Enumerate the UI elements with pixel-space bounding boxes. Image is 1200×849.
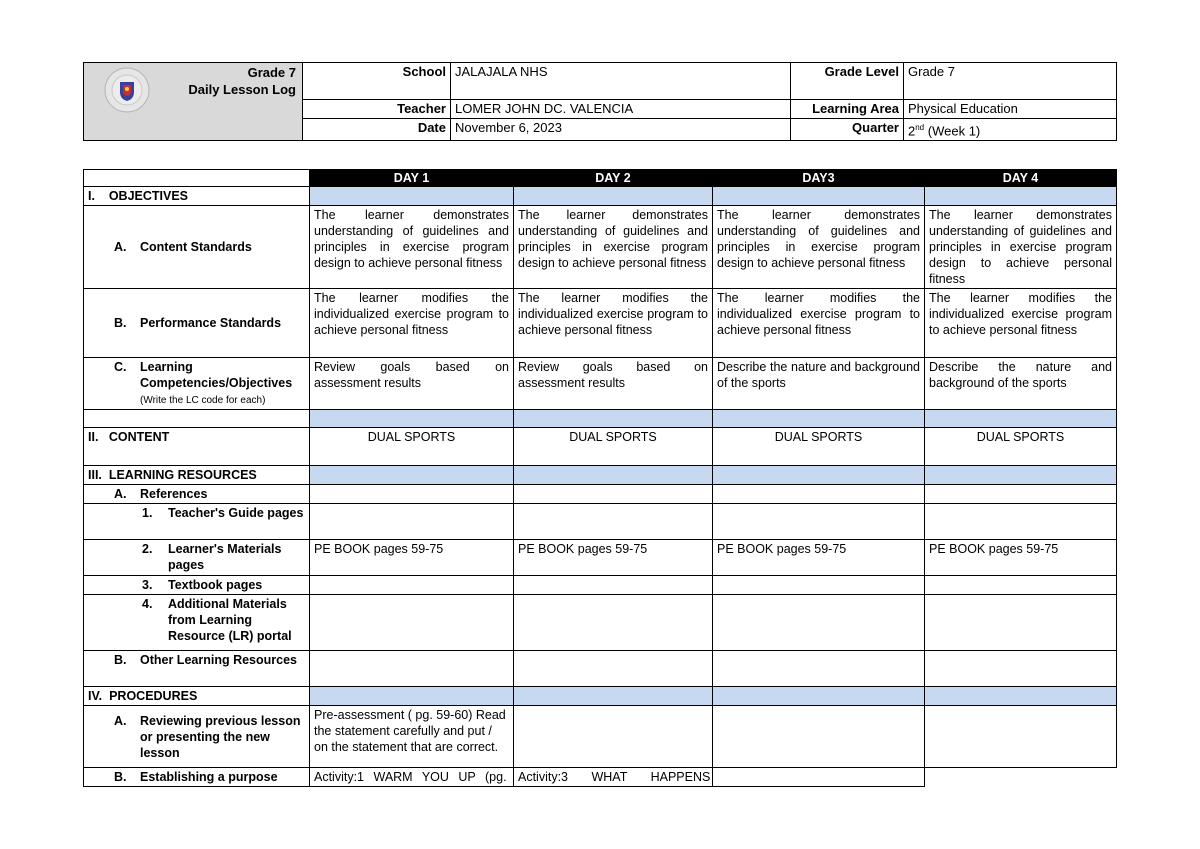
other-resources-day2 — [514, 651, 713, 687]
other-resources-day3 — [713, 651, 925, 687]
procedures-blue-3 — [713, 687, 925, 706]
other-resources-day4 — [925, 651, 1117, 687]
performance-standards-day4: The learner modifies the individualized exercise program to achieve personal fitness — [925, 289, 1117, 358]
content-day2: DUAL SPORTS — [514, 428, 713, 466]
learning-area-value: Physical Education — [904, 100, 1117, 119]
quarter-label: Quarter — [791, 119, 904, 141]
textbook-day1 — [310, 576, 514, 595]
additional-materials-text: Additional Materials from Learning Resource (LR) portal — [168, 597, 292, 643]
learners-materials-num: 2. — [142, 542, 153, 556]
additional-materials-day1 — [310, 595, 514, 651]
teachers-guide-label — [84, 504, 310, 540]
competencies-note: (Write the LC code for each) — [140, 395, 266, 406]
content-standards-day2: The learner demonstrates understanding of guidelines and principles in exercise program design to achieve personal fitness — [514, 206, 713, 289]
learning-area-label: Learning Area — [791, 100, 904, 119]
purpose-day2: Activity:3 WHAT HAPPENS — [514, 768, 713, 787]
content-blue-3 — [713, 410, 925, 428]
references-day4 — [925, 485, 1117, 504]
purpose-text: Establishing a purpose — [140, 770, 278, 784]
date-value: November 6, 2023 — [451, 119, 791, 141]
day-header-blank — [84, 170, 310, 187]
teachers-guide-day1 — [310, 504, 514, 540]
learners-materials-day4: PE BOOK pages 59-75 — [925, 540, 1117, 576]
additional-materials-day4 — [925, 595, 1117, 651]
reviewing-day3 — [713, 706, 925, 768]
content-day4: DUAL SPORTS — [925, 428, 1117, 466]
teacher-label: Teacher — [303, 100, 451, 119]
content-standards-label — [84, 206, 310, 289]
content-blue-2 — [514, 410, 713, 428]
header-title-cell — [84, 63, 303, 141]
header-table — [83, 62, 1117, 141]
reviewing-day2 — [514, 706, 713, 768]
quarter-number: 2 — [908, 123, 916, 139]
performance-standards-label — [84, 289, 310, 358]
content-blue-4 — [925, 410, 1117, 428]
additional-materials-num: 4. — [142, 597, 153, 611]
reviewing-day4 — [925, 706, 1117, 768]
teachers-guide-day3 — [713, 504, 925, 540]
day-1-header: DAY 1 — [310, 170, 514, 187]
teachers-guide-text: Teacher's Guide pages — [168, 506, 304, 520]
references-letter: A. — [114, 487, 127, 501]
day-2-header: DAY 2 — [514, 170, 713, 187]
quarter-suffix: nd — [915, 123, 925, 132]
lr-blue-1 — [310, 466, 514, 485]
content-standards-day4: The learner demonstrates understanding of guidelines and principles in exercise program design to achieve personal fitness — [925, 206, 1117, 289]
purpose-day4 — [925, 768, 1117, 787]
learners-materials-day2: PE BOOK pages 59-75 — [514, 540, 713, 576]
procedures-blue-2 — [514, 687, 713, 706]
textbook-day4 — [925, 576, 1117, 595]
objectives-blank-2 — [514, 187, 713, 206]
learners-materials-label — [84, 540, 310, 576]
deped-seal-icon — [104, 67, 150, 113]
references-label — [84, 485, 310, 504]
reviewing-letter: A. — [114, 713, 127, 728]
teacher-value: LOMER JOHN DC. VALENCIA — [451, 100, 791, 119]
performance-standards-letter: B. — [114, 316, 127, 330]
day-3-header: DAY3 — [713, 170, 925, 187]
teachers-guide-day2 — [514, 504, 713, 540]
header-title-dll: Daily Lesson Log — [188, 82, 296, 97]
reviewing-day1: Pre-assessment ( pg. 59-60) Read the statement carefully and put / on the statement that are correct. — [310, 706, 514, 768]
reviewing-text: Reviewing previous lesson or presenting the new lesson — [140, 713, 301, 760]
teachers-guide-num: 1. — [142, 506, 153, 520]
references-text: References — [140, 487, 208, 501]
reviewing-label — [84, 706, 310, 768]
competencies-day2: Review goals based on assessment results — [514, 358, 713, 410]
competencies-letter: C. — [114, 360, 127, 374]
quarter-week: (Week 1) — [924, 123, 981, 139]
content-standards-letter: A. — [114, 240, 127, 254]
day-4-header: DAY 4 — [925, 170, 1117, 187]
objectives-heading: I. OBJECTIVES — [84, 187, 310, 206]
textbook-text: Textbook pages — [168, 578, 263, 592]
procedures-blue-4 — [925, 687, 1117, 706]
other-resources-text: Other Learning Resources — [140, 653, 297, 667]
content-day3: DUAL SPORTS — [713, 428, 925, 466]
learning-resources-heading: III. LEARNING RESOURCES — [84, 466, 310, 485]
content-day1: DUAL SPORTS — [310, 428, 514, 466]
content-blue-1 — [310, 410, 514, 428]
additional-materials-label — [84, 595, 310, 651]
references-day1 — [310, 485, 514, 504]
competencies-label — [84, 358, 310, 410]
references-day3 — [713, 485, 925, 504]
grade-level-value: Grade 7 — [904, 63, 1117, 100]
content-spacer — [84, 410, 310, 428]
objectives-blank-4 — [925, 187, 1117, 206]
other-resources-label — [84, 651, 310, 687]
grade-level-label: Grade Level — [791, 63, 904, 100]
purpose-label — [84, 768, 310, 787]
objectives-blank-3 — [713, 187, 925, 206]
lr-blue-2 — [514, 466, 713, 485]
textbook-day3 — [713, 576, 925, 595]
competencies-text: Learning Competencies/Objectives — [140, 360, 293, 390]
learners-materials-text: Learner's Materials pages — [168, 542, 282, 572]
purpose-day3 — [713, 768, 925, 787]
objectives-blank-1 — [310, 187, 514, 206]
content-standards-text: Content Standards — [140, 240, 252, 254]
references-day2 — [514, 485, 713, 504]
procedures-heading: IV. PROCEDURES — [84, 687, 310, 706]
quarter-value — [904, 119, 1117, 141]
additional-materials-day2 — [514, 595, 713, 651]
teachers-guide-day4 — [925, 504, 1117, 540]
competencies-day1: Review goals based on assessment results — [310, 358, 514, 410]
lr-blue-3 — [713, 466, 925, 485]
learners-materials-day1: PE BOOK pages 59-75 — [310, 540, 514, 576]
performance-standards-day3: The learner modifies the individualized exercise program to achieve personal fitness — [713, 289, 925, 358]
performance-standards-text: Performance Standards — [140, 316, 282, 330]
content-standards-day3: The learner demonstrates understanding of guidelines and principles in exercise program design to achieve personal fitness — [713, 206, 925, 289]
lesson-log-table — [83, 169, 1117, 787]
competencies-day3: Describe the nature and background of the sports — [713, 358, 925, 410]
content-standards-day1: The learner demonstrates understanding of guidelines and principles in exercise program design to achieve personal fitness — [310, 206, 514, 289]
learners-materials-day3: PE BOOK pages 59-75 — [713, 540, 925, 576]
header-title-grade: Grade 7 — [247, 65, 296, 80]
textbook-day2 — [514, 576, 713, 595]
performance-standards-day1: The learner modifies the individualized exercise program to achieve personal fitness — [310, 289, 514, 358]
school-value: JALAJALA NHS — [451, 63, 791, 100]
additional-materials-day3 — [713, 595, 925, 651]
purpose-letter: B. — [114, 770, 127, 784]
textbook-label — [84, 576, 310, 595]
school-label: School — [303, 63, 451, 100]
textbook-num: 3. — [142, 578, 153, 592]
performance-standards-day2: The learner modifies the individualized exercise program to achieve personal fitness — [514, 289, 713, 358]
purpose-day1: Activity:1 WARM YOU UP (pg. — [310, 768, 514, 787]
competencies-day4: Describe the nature and background of the sports — [925, 358, 1117, 410]
procedures-blue-1 — [310, 687, 514, 706]
other-resources-letter: B. — [114, 653, 127, 667]
other-resources-day1 — [310, 651, 514, 687]
date-label: Date — [303, 119, 451, 141]
lr-blue-4 — [925, 466, 1117, 485]
content-heading: II. CONTENT — [84, 428, 310, 466]
